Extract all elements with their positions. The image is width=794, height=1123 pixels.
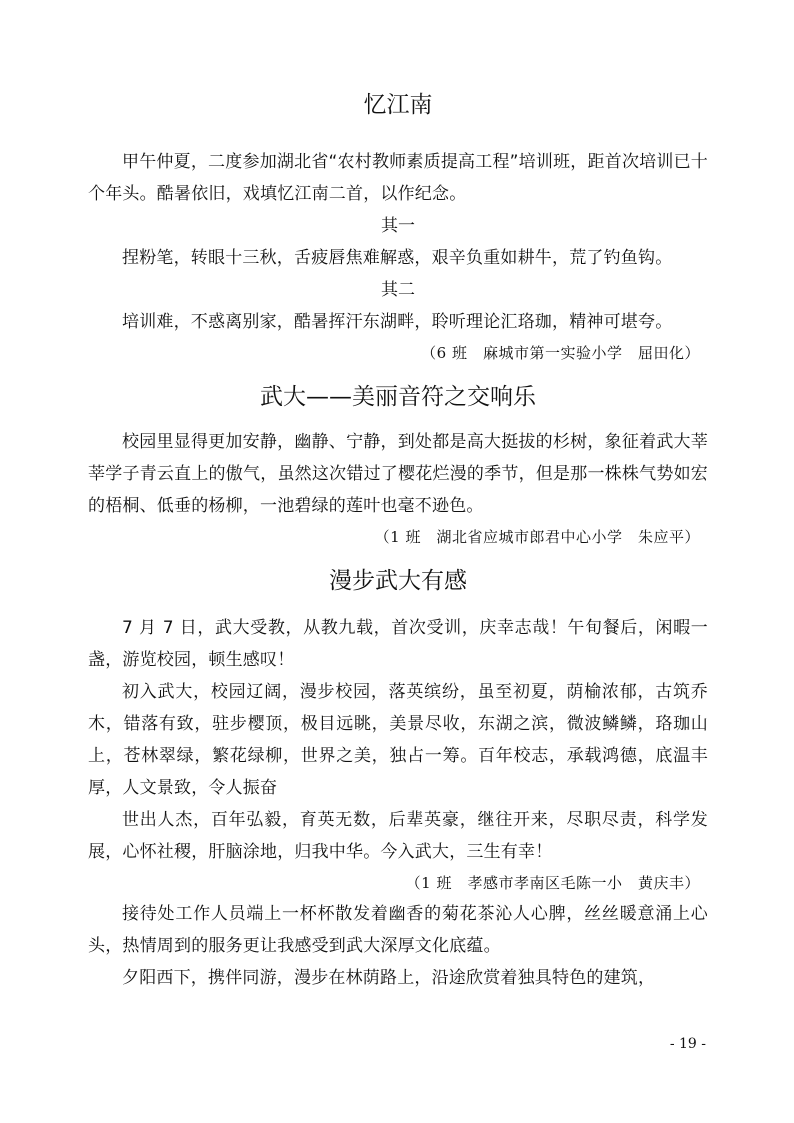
- author-signature: （1 班 孝感市孝南区毛陈一小 黄庆丰）: [405, 874, 700, 892]
- poem-1: 捏粉笔，转眼十三秋，舌疲唇焦难解惑，艰辛负重如耕牛，荒了钓鱼钩。: [122, 248, 673, 268]
- author-signature: （6 班 麻城市第一实验小学 屈田化）: [421, 344, 700, 362]
- paragraph: 校园里显得更加安静，幽静、宁静，到处都是高大挺拔的杉树，象征着武大莘莘学子青云直上的傲气，虽然这次错过了樱花烂漫的季节，但是那一株株气势如宏的梧桐、低垂的杨柳，一池碧绿的莲叶也毫不逊色。: [88, 432, 708, 516]
- poem-subtitle-2: 其二: [381, 280, 415, 300]
- section-title-yijiangnan: 忆江南: [363, 92, 433, 118]
- paragraph: 初入武大，校园辽阔，漫步校园，落英缤纷，虽至初夏，荫榆浓郁，古筑乔木，错落有致，驻步樱顶，极目远眺，美景尽收，东湖之滨，微波鳞鳞，珞珈山上，苍林翠绿，繁花绿柳，世界之美，独占一筹。百年校志，承载鸿德，底温丰厚，人文景致，令人振奋: [88, 682, 708, 798]
- poem-2: 培训难，不惑离别家，酷暑挥汗东湖畔，聆听理论汇珞珈，精神可堪夸。: [122, 312, 673, 332]
- intro-paragraph: 甲午仲夏，二度参加湖北省“农村教师素质提高工程”培训班，距首次培训已十个年头。酷暑依旧，戏填忆江南二首，以作纪念。: [88, 152, 708, 204]
- page-number: - 19 -: [669, 1036, 706, 1052]
- paragraph: 夕阳西下，携伴同游，漫步在林荫路上，沿途欣赏着独具特色的建筑，: [122, 968, 656, 988]
- page-content: [88, 90, 708, 994]
- paragraph: 世出人杰，百年弘毅，育英无数，后辈英豪，继往开来，尽职尽责，科学发展，心怀社稷，肝脑涂地，归我中华。今入武大，三生有幸！: [88, 810, 708, 862]
- section-title-wuda-walk: 漫步武大有感: [329, 568, 467, 594]
- section-title-wuda-symphony: 武大——美丽音符之交响乐: [260, 384, 536, 410]
- author-signature: （1 班 湖北省应城市郎君中心小学 朱应平）: [374, 528, 700, 546]
- paragraph: 7 月 7 日，武大受教，从教九载，首次受训，庆幸志哉！午旬餐后，闲暇一盏，游览校园，顿生感叹！: [88, 618, 708, 670]
- paragraph: 接待处工作人员端上一杯杯散发着幽香的菊花茶沁人心脾，丝丝暖意涌上心头，热情周到的服务更让我感受到武大深厚文化底蕴。: [88, 904, 708, 956]
- poem-subtitle-1: 其一: [381, 216, 415, 236]
